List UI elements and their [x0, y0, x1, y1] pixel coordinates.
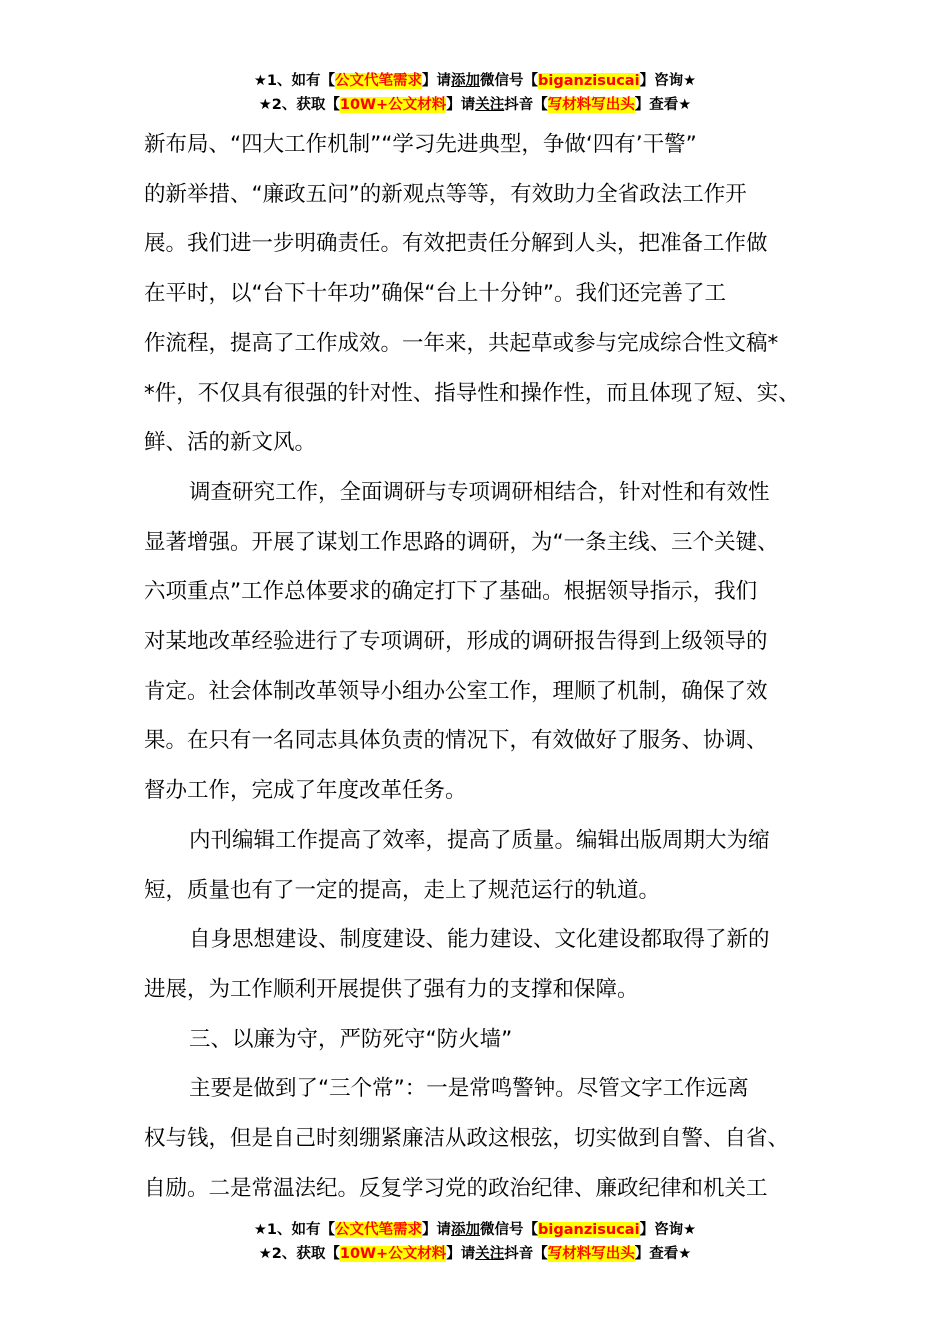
- banner-text: 微信号【: [480, 73, 539, 89]
- underlined-text: 添加: [451, 73, 481, 89]
- text-line: 作流程，提高了工作成效。一年来，共起草或参与完成综合性文稿*: [144, 330, 779, 356]
- highlight-text: 公文代笔需求: [335, 1222, 423, 1238]
- underlined-text: 关注: [475, 97, 505, 113]
- paragraph-2: [144, 468, 824, 816]
- douyin-id: 写材料写出头: [547, 97, 635, 113]
- highlight-text: 公文代笔需求: [335, 73, 423, 89]
- text-line: 短，质量也有了一定的提高，走上了规范运行的轨道。: [144, 877, 661, 903]
- header-banner: [0, 69, 950, 117]
- paragraph-4: [144, 915, 824, 1014]
- text-line: 在平时，以“台下十年功”确保“台上十分钟”。我们还完善了工: [144, 281, 727, 307]
- banner-text: 】查看★: [634, 1246, 692, 1262]
- text-line: 显著增强。开展了谋划工作思路的调研，为“一条主线、三个关键、: [144, 529, 779, 555]
- highlight-text: 10W+公文材料: [339, 1246, 447, 1262]
- text-line: 调查研究工作，全面调研与专项调研相结合，针对性和有效性: [189, 479, 770, 505]
- banner-text: ★1、如有【: [253, 73, 336, 89]
- text-line: 对某地改革经验进行了专项调研，形成的调研报告得到上级领导的: [144, 629, 768, 655]
- banner-text: 抖音【: [504, 1246, 548, 1262]
- text-line: 新布局、“四大工作机制”“学习先进典型，争做‘四有’干警”: [144, 132, 697, 157]
- banner-line-2: [0, 1242, 950, 1266]
- section-heading: [144, 1015, 824, 1065]
- banner-line-2: [0, 93, 950, 117]
- wechat-id: biganzisucai: [538, 73, 640, 89]
- paragraph-3: [144, 816, 824, 915]
- paragraph-6: [144, 1064, 824, 1213]
- banner-line-1: [0, 69, 950, 93]
- banner-text: ★2、获取【: [258, 97, 340, 113]
- text-line: 鲜、活的新文风。: [144, 430, 317, 456]
- text-line: 肯定。社会体制改革领导小组办公室工作，理顺了机制，确保了效: [144, 678, 768, 704]
- banner-text: 】咨询★: [639, 1222, 697, 1238]
- banner-text: ★2、获取【: [258, 1246, 340, 1262]
- text-line: 自身思想建设、制度建设、能力建设、文化建设都取得了新的: [189, 927, 770, 953]
- text-line: 督办工作，完成了年度改革任务。: [144, 778, 467, 804]
- banner-text: ★1、如有【: [253, 1222, 336, 1238]
- text-line: 展。我们进一步明确责任。有效把责任分解到人头，把准备工作做: [144, 231, 768, 257]
- text-line: 六项重点”工作总体要求的确定打下了基础。根据领导指示，我们: [144, 579, 758, 605]
- paragraph-1: [144, 120, 824, 468]
- banner-text: 】查看★: [634, 97, 692, 113]
- text-line: 自励。二是常温法纪。反复学习党的政治纪律、廉政纪律和机关工: [144, 1175, 768, 1201]
- text-line: 主要是做到了“三个常”：一是常鸣警钟。尽管文字工作远离: [189, 1076, 749, 1102]
- text-line: 进展，为工作顺利开展提供了强有力的支撑和保障。: [144, 976, 639, 1002]
- banner-text: 抖音【: [504, 97, 548, 113]
- document-body: [144, 120, 824, 1213]
- text-line: 果。在只有一名同志具体负责的情况下，有效做好了服务、协调、: [144, 728, 768, 754]
- banner-text: 】请: [422, 73, 452, 89]
- highlight-text: 10W+公文材料: [339, 97, 447, 113]
- banner-text: 】请: [422, 1222, 452, 1238]
- underlined-text: 添加: [451, 1222, 481, 1238]
- douyin-id: 写材料写出头: [547, 1246, 635, 1262]
- banner-text: 】请: [446, 1246, 476, 1262]
- text-line: 权与钱，但是自己时刻绷紧廉洁从政这根弦，切实做到自警、自省、: [144, 1126, 790, 1152]
- banner-text: 微信号【: [480, 1222, 539, 1238]
- heading-text: 三、以廉为守，严防死守“防火墙”: [189, 1026, 513, 1052]
- text-line: 的新举措、“廉政五问”的新观点等等，有效助力全省政法工作开: [144, 181, 747, 207]
- underlined-text: 关注: [475, 1246, 505, 1262]
- footer-banner: [0, 1218, 950, 1266]
- banner-line-1: [0, 1218, 950, 1242]
- text-line: *件，不仅具有很强的针对性、指导性和操作性，而且体现了短、实、: [144, 380, 800, 406]
- banner-text: 】请: [446, 97, 476, 113]
- banner-text: 】咨询★: [639, 73, 697, 89]
- text-line: 内刊编辑工作提高了效率，提高了质量。编辑出版周期大为缩: [189, 827, 770, 853]
- wechat-id: biganzisucai: [538, 1222, 640, 1238]
